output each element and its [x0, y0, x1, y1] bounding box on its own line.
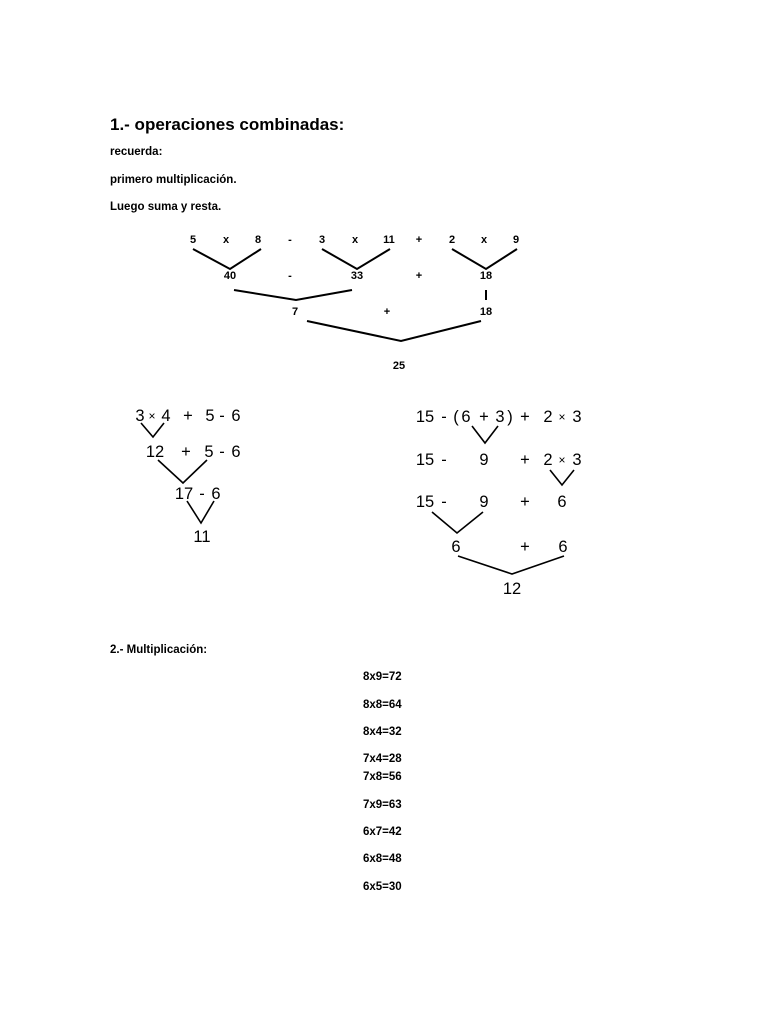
tree2-result: 11 — [193, 528, 211, 546]
tree3-r4-6: 6 — [451, 538, 461, 556]
tree1-r3-18: 18 — [479, 306, 493, 318]
tree3-r1-6: 6 — [461, 408, 471, 426]
tree3-r1-times: × — [558, 410, 566, 424]
tree2-r3-minus: - — [199, 485, 205, 503]
multiplication-item: 7x8=56 — [363, 771, 402, 783]
tree3-r1-open-paren: ( — [453, 408, 459, 426]
tree1-r1-3: 3 — [318, 234, 326, 246]
tree2-r2-plus: + — [181, 443, 191, 461]
tree3-r2-3: 3 — [572, 451, 582, 469]
tree2-r1-6: 6 — [231, 407, 241, 425]
tree2-r1-times: × — [148, 409, 156, 423]
tree2-branch-3x4 — [141, 423, 164, 437]
note-remember: recuerda: — [110, 146, 163, 158]
tree3-r1-plus2: + — [520, 408, 530, 426]
tree1-r1-x3: x — [480, 234, 488, 246]
tree3-r2-minus: - — [441, 451, 447, 469]
tree1-r1-minus: - — [288, 234, 292, 246]
multiplication-item: 7x4=28 — [363, 753, 402, 765]
multiplication-item: 6x7=42 — [363, 826, 402, 838]
tree3-r4-6b: 6 — [558, 538, 568, 556]
tree1-r2-40: 40 — [223, 270, 237, 282]
tree3-r1-minus: - — [441, 408, 447, 426]
tree3-r2-2: 2 — [543, 451, 553, 469]
multiplication-item: 8x9=72 — [363, 671, 402, 683]
tree3-r2-15: 15 — [415, 451, 435, 469]
tree1-branch-2x9 — [452, 249, 517, 269]
tree1-r2-18: 18 — [479, 270, 493, 282]
tree3-r1-plus: + — [479, 408, 489, 426]
tree1-branch-7-18 — [307, 321, 481, 341]
tree1-r3-plus: + — [383, 306, 391, 318]
tree1-r1-11: 11 — [383, 234, 395, 246]
tree3-r3-6: 6 — [557, 493, 567, 511]
tree3-r4-plus: + — [520, 538, 530, 556]
tree2-r1-minus: - — [219, 407, 225, 425]
tree1-r1-2: 2 — [448, 234, 456, 246]
tree1-r1-plus: + — [415, 234, 423, 246]
tree1-r2-33: 33 — [350, 270, 364, 282]
operation-tree-2 — [100, 395, 300, 555]
tree3-branch-6-6 — [458, 556, 564, 574]
multiplication-item: 8x4=32 — [363, 726, 402, 738]
multiplication-item: 6x8=48 — [363, 853, 402, 865]
tree3-result: 12 — [502, 580, 522, 598]
tree1-r1-9: 9 — [512, 234, 520, 246]
multiplication-item: 7x9=63 — [363, 799, 402, 811]
tree2-r1-plus: + — [183, 407, 193, 425]
multiplication-item: 8x8=64 — [363, 699, 402, 711]
tree3-r1-15: 15 — [415, 408, 435, 426]
tree3-r3-9: 9 — [479, 493, 489, 511]
operation-tree-3 — [400, 395, 600, 605]
tree1-result: 25 — [392, 360, 406, 372]
tree3-branch-2x3 — [550, 470, 574, 485]
tree2-branch-17-6 — [187, 501, 214, 523]
tree1-r1-5: 5 — [189, 234, 197, 246]
tree3-r1-close-paren: ) — [507, 408, 513, 426]
tree2-r1-5: 5 — [205, 407, 215, 425]
tree1-branch-40-33 — [234, 290, 352, 300]
tree2-r3-17: 17 — [174, 485, 194, 503]
tree3-r3-minus: - — [441, 493, 447, 511]
tree2-r2-12: 12 — [145, 443, 165, 461]
tree3-r2-9: 9 — [479, 451, 489, 469]
tree2-r2-minus: - — [219, 443, 225, 461]
tree1-r3-7: 7 — [291, 306, 299, 318]
note-multiplication-first: primero multiplicación. — [110, 174, 237, 186]
tree3-r2-plus: + — [520, 451, 530, 469]
tree3-r2-times: × — [558, 453, 566, 467]
tree1-branch-5x8 — [193, 249, 261, 269]
tree1-r1-x: x — [222, 234, 230, 246]
operation-tree-1 — [0, 0, 768, 380]
tree3-r3-15: 15 — [415, 493, 435, 511]
tree3-r1-3b: 3 — [572, 408, 582, 426]
tree2-branch-12-5 — [158, 460, 207, 483]
multiplication-item: 6x5=30 — [363, 881, 402, 893]
note-then-add-subtract: Luego suma y resta. — [110, 201, 222, 213]
tree3-r1-3: 3 — [495, 408, 505, 426]
tree1-r2-minus: - — [288, 270, 292, 282]
tree3-branch-15-9 — [432, 512, 483, 533]
tree1-r1-x2: x — [351, 234, 359, 246]
tree2-r2-5: 5 — [204, 443, 214, 461]
tree2-r1-3: 3 — [135, 407, 145, 425]
tree2-r3-6: 6 — [211, 485, 221, 503]
tree1-branch-3x11 — [322, 249, 390, 269]
section-2-title: 2.- Multiplicación: — [110, 644, 208, 656]
tree1-r1-8: 8 — [254, 234, 262, 246]
tree3-r3-plus: + — [520, 493, 530, 511]
tree3-r1-2: 2 — [543, 408, 553, 426]
tree3-branch-6-3 — [472, 426, 498, 443]
section-1-title: 1.- operaciones combinadas: — [110, 115, 345, 134]
tree2-r2-6: 6 — [231, 443, 241, 461]
tree2-r1-4: 4 — [161, 407, 171, 425]
tree1-r2-plus: + — [415, 270, 423, 282]
